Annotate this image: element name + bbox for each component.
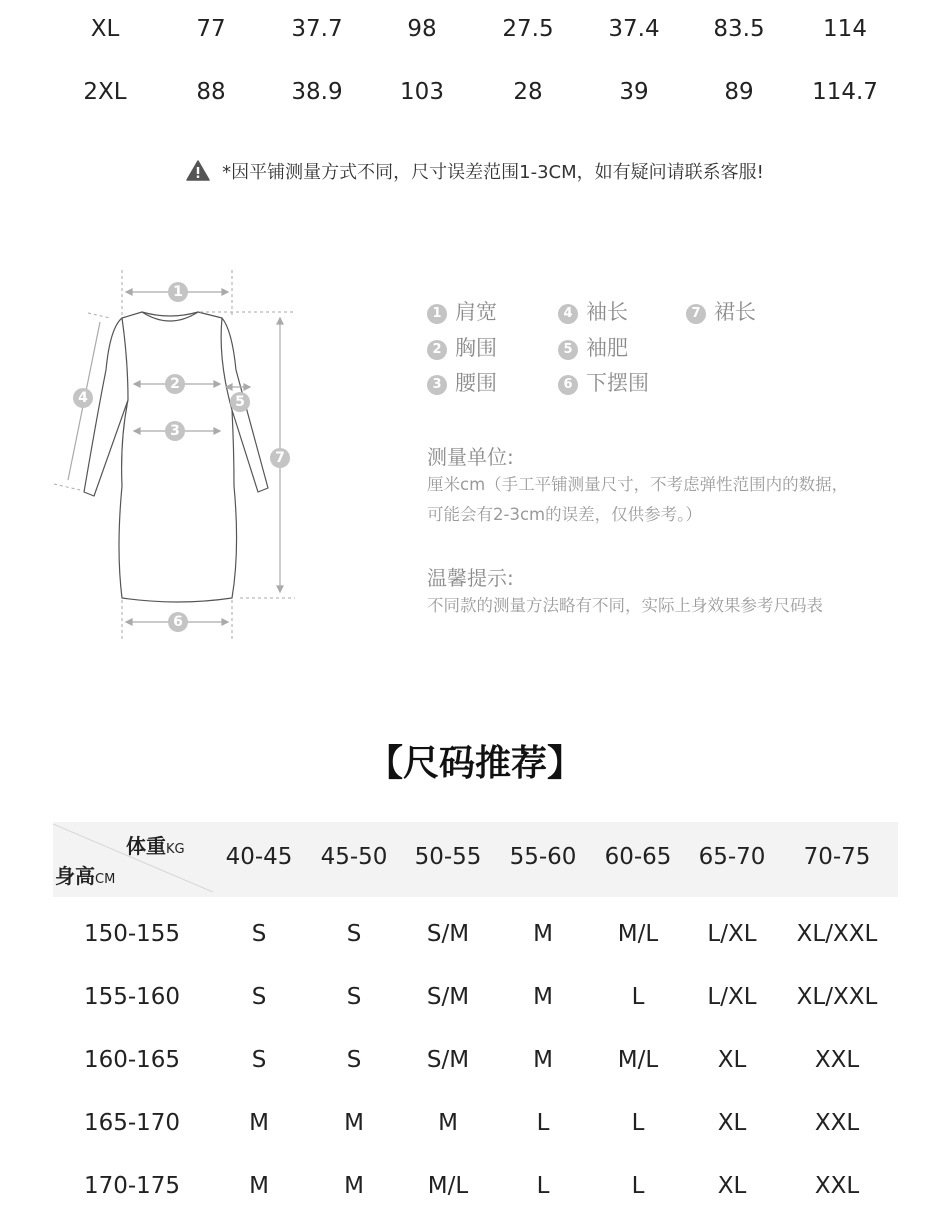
table-row [53,1173,898,1213]
size-value: 39 [619,79,649,105]
size-cell: S [251,1047,267,1073]
size-row-2xl [0,79,950,119]
size-cell: M [533,921,553,947]
measurement-legend [427,296,907,406]
weight-range-header: 55-60 [509,844,577,870]
legend-item [427,332,497,362]
dress-measurement-diagram [50,260,310,650]
table-row [53,1110,898,1150]
size-cell: S/M [426,1047,470,1073]
size-cell: L [631,1110,645,1136]
size-cell: L [536,1110,550,1136]
legend-item [558,296,628,326]
size-label: XL [90,16,120,42]
size-recommendation-title: 【尺码推荐】 [366,743,583,784]
legend-number-badge: 3 [427,375,447,395]
height-unit: CM [95,872,116,887]
weight-range-header: 70-75 [803,844,871,870]
size-value: 28 [513,79,543,105]
size-cell: M [533,1047,553,1073]
size-cell: XXL [814,1047,860,1073]
size-value: 83.5 [713,16,765,42]
size-cell: L/XL [707,984,757,1010]
diagram-badge-6: 6 [168,612,188,632]
weight-range-header: 45-50 [320,844,388,870]
size-value: 103 [400,79,444,105]
measure-unit-line-2: 可能会有2-3cm的误差，仅供参考。） [427,505,702,524]
notice-text: *因平铺测量方式不同，尺寸误差范围1-3CM，如有疑问请联系客服! [222,162,764,183]
legend-label: 裙长 [714,300,756,324]
size-cell: S [346,984,362,1010]
size-cell: M/L [617,921,659,947]
diagram-badge-3: 3 [165,421,185,441]
legend-label: 胸围 [455,336,497,360]
height-range-cell: 160-165 [83,1047,181,1073]
size-cell: XL/XXL [796,984,878,1010]
height-label: 身高 [55,864,95,888]
size-value: 37.7 [291,16,343,42]
height-range-cell: 170-175 [83,1173,181,1199]
diagram-badge-7: 7 [270,448,290,468]
size-value: 114.7 [812,79,878,105]
tips-heading: 温馨提示: [427,566,514,590]
height-header [55,860,115,889]
weight-range-header: 60-65 [604,844,672,870]
legend-number-badge: 1 [427,304,447,324]
size-value: 89 [724,79,754,105]
table-row [53,921,898,961]
tips-text: 不同款的测量方法略有不同，实际上身效果参考尺码表 [427,596,823,615]
legend-item [558,332,628,362]
size-value: 27.5 [502,16,554,42]
size-cell: XL [717,1047,747,1073]
height-range-cell: 165-170 [83,1110,181,1136]
size-cell: S/M [426,921,470,947]
size-value: 114 [823,16,867,42]
size-label: 2XL [83,79,127,105]
size-cell: L [631,984,645,1010]
size-cell: L [536,1173,550,1199]
legend-label: 肩宽 [455,300,497,324]
weight-header [126,830,185,859]
legend-number-badge: 7 [686,304,706,324]
legend-item [427,367,497,397]
size-cell: S [251,921,267,947]
height-range-cell: 155-160 [83,984,181,1010]
size-value: 77 [196,16,226,42]
legend-number-badge: 6 [558,375,578,395]
legend-item [686,296,756,326]
weight-label: 体重 [126,834,166,858]
size-value: 37.4 [608,16,660,42]
legend-number-badge: 2 [427,340,447,360]
legend-item [427,296,497,326]
diagram-badge-5: 5 [230,392,250,412]
legend-label: 袖肥 [586,336,628,360]
weight-unit: KG [166,842,185,857]
table-row [53,984,898,1024]
height-range-cell: 150-155 [83,921,181,947]
size-cell: M [533,984,553,1010]
size-cell: XXL [814,1173,860,1199]
size-cell: M [249,1110,269,1136]
legend-item [558,367,649,397]
diagram-badge-1: 1 [168,282,188,302]
legend-label: 腰围 [455,371,497,395]
size-cell: M [344,1110,364,1136]
diagram-badge-2: 2 [165,374,185,394]
size-value: 98 [407,16,437,42]
size-cell: S [251,984,267,1010]
measure-unit-line-1: 厘米cm（手工平铺测量尺寸，不考虑弹性范围内的数据， [427,475,849,494]
legend-label: 袖长 [586,300,628,324]
size-cell: XXL [814,1110,860,1136]
size-cell: M/L [617,1047,659,1073]
weight-range-header: 65-70 [698,844,766,870]
size-cell: M/L [427,1173,469,1199]
size-cell: M [438,1110,458,1136]
size-cell: S/M [426,984,470,1010]
measure-unit-heading: 测量单位: [427,445,514,469]
size-cell: XL/XXL [796,921,878,947]
size-value: 38.9 [291,79,343,105]
size-cell: L [631,1173,645,1199]
size-cell: M [249,1173,269,1199]
legend-number-badge: 5 [558,340,578,360]
size-recommendation-table [53,822,898,1199]
size-row-xl [0,16,950,56]
size-cell: XL [717,1173,747,1199]
size-cell: M [344,1173,364,1199]
measurement-notice [0,158,950,186]
weight-range-header: 40-45 [225,844,293,870]
warning-icon [186,160,210,186]
size-cell: L/XL [707,921,757,947]
size-cell: S [346,1047,362,1073]
table-header [53,822,898,897]
size-value: 88 [196,79,226,105]
size-cell: XL [717,1110,747,1136]
table-row [53,1047,898,1087]
diagram-badge-4: 4 [73,388,93,408]
legend-number-badge: 4 [558,304,578,324]
size-cell: S [346,921,362,947]
weight-range-header: 50-55 [414,844,482,870]
legend-label: 下摆围 [586,371,649,395]
